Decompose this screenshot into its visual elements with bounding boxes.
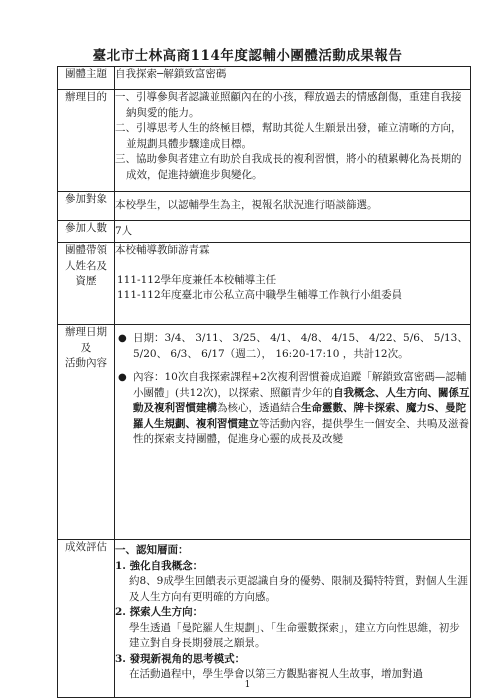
aims-value xyxy=(115,90,471,192)
eval-item-1-body: 約8、9成學生回饋表示更認識自身的優勢、限制及獨特特質，對個人生涯及人生方向有更明確的方向感。 xyxy=(129,575,468,603)
evaluation-value xyxy=(115,540,471,698)
aim-item-3: 三、協助參與者建立有助於自我成長的複利習慣，將小的積累轉化為長期的成效，促進持續進步與變化。 xyxy=(115,153,462,181)
row-leader xyxy=(58,243,471,325)
content-part-5: 等活動內容，提供學生一個安全、共鳴及滋養性的探索支持團體，促進身心靈的成長及改變 xyxy=(133,417,469,445)
participants-label: 參加對象 xyxy=(58,192,115,221)
leader-label xyxy=(58,243,115,325)
row-aims xyxy=(58,90,471,192)
row-theme xyxy=(58,67,471,90)
evaluation-heading: 一、認知層面： xyxy=(115,544,189,556)
schedule-label-line-2: 及 xyxy=(80,341,92,354)
eval-item-1-title: 1. 強化自我概念： xyxy=(115,559,204,572)
count-label: 參加人數 xyxy=(58,221,115,243)
schedule-value xyxy=(115,325,471,540)
evaluation-label: 成效評估 xyxy=(58,540,115,698)
row-participants xyxy=(58,192,471,221)
schedule-label-line-1: 辦理日期 xyxy=(65,326,107,338)
content-part-1: 內容：10次自我探索課程+2次複利習慣養成追蹤「解鎖致富密碼—認輔小團體」(共12次)，以探索、照顧青少年的 xyxy=(133,371,467,399)
eval-item-3-body: 在活動過程中，學生學會以第三方觀點審視人生故事，增加對過 xyxy=(129,668,423,680)
leader-label-line-2: 人姓名及 xyxy=(65,259,107,272)
leader-name: 本校輔導教師游青霖 xyxy=(115,244,210,256)
eval-item-2-title: 2. 探索人生方向： xyxy=(115,606,204,618)
schedule-spacer xyxy=(115,362,470,370)
leader-resume-2: 111-112年度臺北市公私立高中職學生輔導工作執行小組委員 xyxy=(117,289,403,301)
row-count xyxy=(58,221,471,243)
page-number: 1 xyxy=(244,680,251,690)
row-evaluation xyxy=(58,540,471,698)
leader-label-line-3: 資歷 xyxy=(75,275,97,287)
schedule-content xyxy=(115,370,470,448)
schedule-label xyxy=(58,325,115,540)
leader-label-line-1: 團體帶領 xyxy=(65,244,107,256)
content-part-3: 為核心，透過結合 xyxy=(217,402,301,414)
bullet-icon: ● xyxy=(118,372,127,383)
eval-item-3-title: 3. 發現新視角的思考模式： xyxy=(115,652,246,665)
content-part-4: 生命靈數、牌卡探索、魔力S、曼陀羅人生規劃、複利習慣建立 xyxy=(133,402,467,430)
participants-text: 本校學生，以認輔學生為主，視報名狀況進行晤談篩選。 xyxy=(115,199,378,212)
report-table xyxy=(57,66,471,698)
theme-label: 團體主題 xyxy=(58,67,115,90)
row-schedule xyxy=(58,325,471,540)
schedule-label-line-3: 活動內容 xyxy=(65,357,107,369)
leader-spacer xyxy=(115,259,470,273)
eval-item-2-body: 學生透過「曼陀羅人生規劃」、「生命靈數探索」，建立方向性思維，初步建立對自身長期發展之願景。 xyxy=(129,621,460,649)
aims-label: 辦理目的 xyxy=(58,90,115,192)
leader-value xyxy=(115,243,471,325)
leader-resume-1: 111-112學年度兼任本校輔導主任 xyxy=(117,273,277,286)
participants-value xyxy=(115,192,471,221)
content-part-2: 自我概念、人生方向、關係互動及複利習慣建構 xyxy=(133,386,470,414)
aim-item-2: 二、引導思考人生的終極目標，幫助其從人生願景出發，確立清晰的方向，並規劃具體步驟達成目標。 xyxy=(115,122,462,150)
theme-text: 自我探索─解鎖致富密碼 xyxy=(115,68,227,80)
theme-value xyxy=(115,67,471,90)
schedule-dates xyxy=(115,331,470,362)
aim-item-1: 一、引導參與者認識並照顧內在的小孩，釋放過去的情感創傷，重建自我接納與愛的能力。 xyxy=(115,91,462,119)
dates-text: 日期：3/4、 3/11、 3/25、 4/1、 4/8、 4/15、 4/22、5/6、 5/13、 5/20、 6/3、 6/17（週二）， 16:20-17:10 ，共計12次。 xyxy=(133,332,468,360)
bullet-icon: ● xyxy=(118,333,127,344)
report-title: 臺北市士林高商114年度認輔小團體活動成果報告 xyxy=(92,48,403,64)
count-value: 7人 xyxy=(115,221,471,243)
